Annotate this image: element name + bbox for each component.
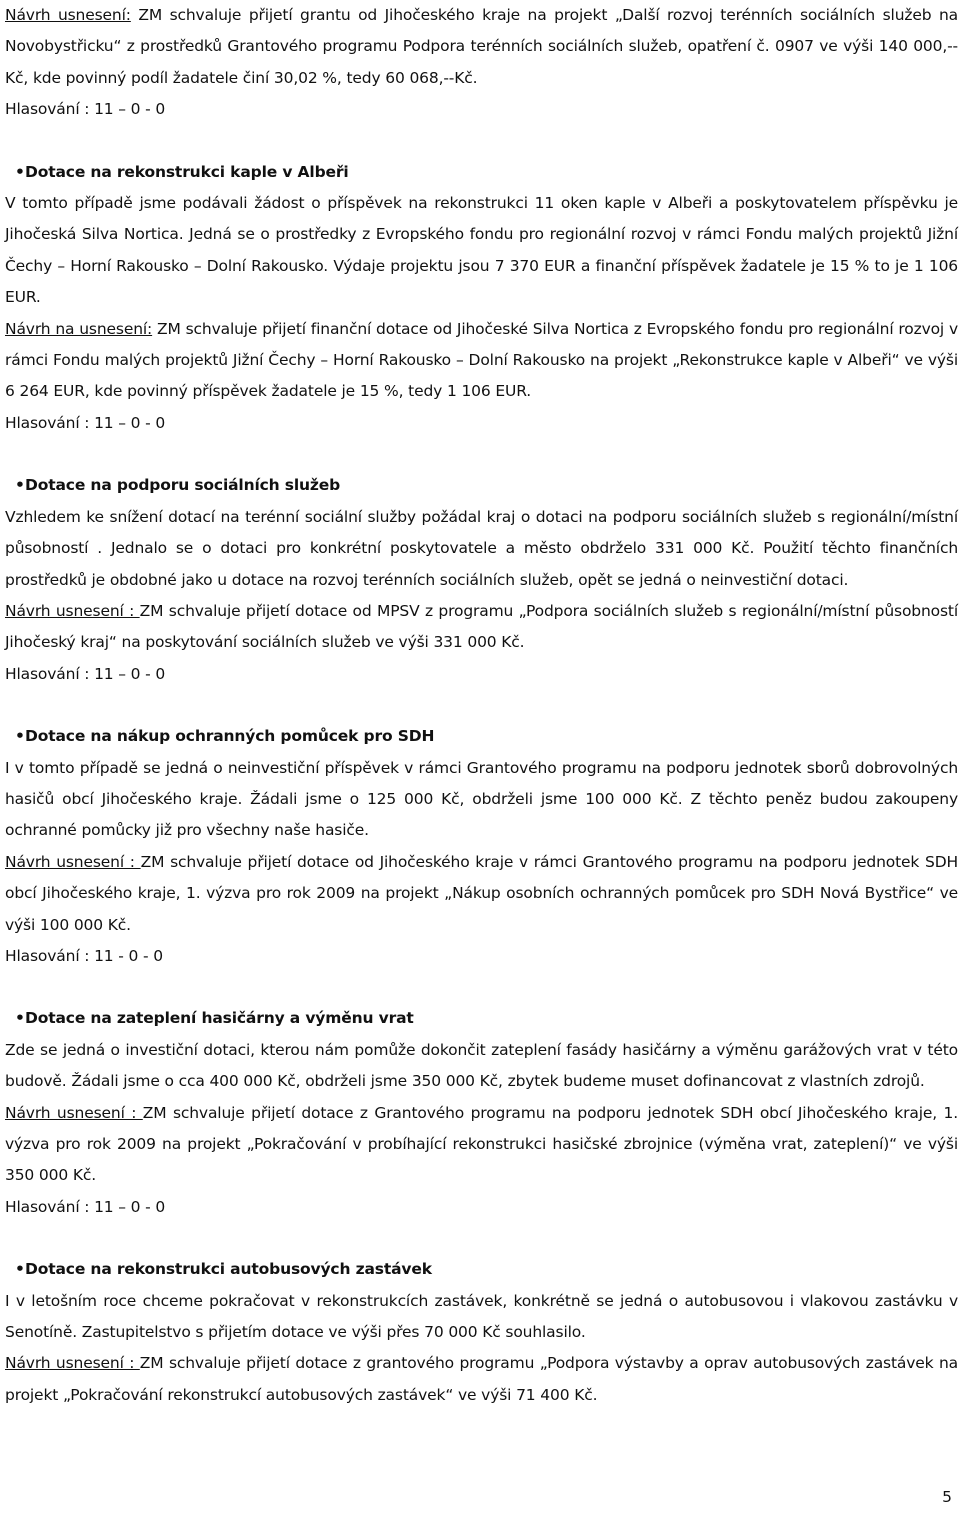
page-number: 5 [942, 1488, 952, 1506]
section-chapel-albera [5, 157, 958, 440]
vote-result: Hlasování : 11 – 0 - 0 [5, 1197, 166, 1216]
proposal-text: ZM schvaluje přijetí dotace z grantového programu „Podpora výstavby a oprav autobusových zastávek na projekt „Pokračování rekonstrukcí autobusových zastávek“ ve výši 71 400 Kč. [5, 1354, 958, 1404]
resolution-proposal [5, 314, 958, 408]
resolution-proposal [5, 1098, 958, 1192]
intro-block [5, 0, 958, 126]
proposal-label: Návrh na usnesení: [5, 319, 153, 338]
proposal-text: ZM schvaluje přijetí grantu od Jihočeského kraje na projekt „Další rozvoj terénních sociálních služeb na Novobystřicku“ z prostředků Grantového programu Podpora terénních sociálních služeb, opatření č. 0907 ve výši 140 000,--Kč, kde povinný podíl žadatele činí 30,02 %, tedy 60 068,--Kč. [5, 6, 958, 87]
section-fire-station-insulation [5, 1003, 958, 1223]
vote-result: Hlasování : 11 – 0 - 0 [5, 413, 166, 432]
section-heading: • Dotace na nákup ochranných pomůcek pro SDH [5, 721, 958, 752]
section-body: I v letošním roce chceme pokračovat v rekonstrukcích zastávek, konkrétně se jedná o autobusovou i vlakovou zastávku v Senotíně. Zastupitelstvo s přijetím dotace ve výši přes 70 000 Kč souhlasilo. [5, 1291, 958, 1342]
resolution-proposal [5, 847, 958, 941]
proposal-label: Návrh usnesení: [5, 6, 131, 24]
section-sdh-equipment [5, 721, 958, 972]
section-heading: • Dotace na podporu sociálních služeb [5, 470, 958, 501]
proposal-label: Návrh usnesení : [5, 601, 140, 620]
resolution-proposal [5, 596, 958, 659]
proposal-label: Návrh usnesení : [5, 1354, 140, 1373]
section-heading: • Dotace na zateplení hasičárny a výměnu vrat [5, 1003, 958, 1034]
section-body: Vzhledem ke snížení dotací na terénní sociální služby požádal kraj o dotaci na podporu sociálních služeb s regionální/místní působností . Jednalo se o dotaci pro konkrétní poskytovatele a město obdrželo 331 000 Kč. Použití těchto finančních prostředků je obdobné jako u dotace na rozvoj terénních sociálních služeb, opět se jedná o neinvestiční dotaci. [5, 507, 958, 589]
vote-result: Hlasování : 11 - 0 - 0 [5, 946, 163, 965]
section-body: Zde se jedná o investiční dotaci, kterou nám pomůže dokončit zateplení fasády hasičárny a výměnu garážových vrat v této budově. Žádali jsme o cca 400 000 Kč, obdrželi jsme 350 000 Kč, zbytek budeme muset dofinancovat z vlastních zdrojů. [5, 1040, 958, 1091]
proposal-label: Návrh usnesení : [5, 1103, 143, 1122]
section-heading: • Dotace na rekonstrukci autobusových zastávek [5, 1254, 958, 1285]
vote-result: Hlasování : 11 – 0 - 0 [5, 664, 166, 683]
resolution-proposal [5, 0, 958, 94]
resolution-proposal [5, 1348, 958, 1411]
section-body: V tomto případě jsme podávali žádost o příspěvek na rekonstrukci 11 oken kaple v Albeři a poskytovatelem příspěvku je Jihočeská Silva Nortica. Jedná se o prostředky z Evropského fondu pro regionální rozvoj v rámci Fondu malých projektů Jižní Čechy – Horní Rakousko – Dolní Rakousko. Výdaje projektu jsou 7 370 EUR a finanční příspěvek žadatele je 15 % to je 1 106 EUR. [5, 194, 958, 307]
proposal-text: ZM schvaluje přijetí dotace z Grantového programu na podporu jednotek SDH obcí Jihočeského kraje, 1. výzva pro rok 2009 na projekt „Pokračování v probíhající rekonstrukci hasičské zbrojnice (výměna vrat, zateplení)“ ve výši 350 000 Kč. [5, 1103, 958, 1185]
section-body: I v tomto případě se jedná o neinvestiční příspěvek v rámci Grantového programu na podporu jednotek sborů dobrovolných hasičů obcí Jihočeského kraje. Žádali jsme o 125 000 Kč, obdrželi jsme 100 000 Kč. Z těchto peněz budou zakoupeny ochranné pomůcky již pro všechny naše hasiče. [5, 758, 958, 840]
vote-result: Hlasování : 11 – 0 - 0 [5, 100, 166, 119]
proposal-text: ZM schvaluje přijetí dotace od MPSV z programu „Podpora sociálních služeb s regionální/místní působností Jihočeský kraj“ na poskytování sociálních služeb ve výši 331 000 Kč. [5, 601, 958, 652]
section-social-services [5, 470, 958, 690]
document-page [5, 0, 958, 1411]
section-heading: • Dotace na rekonstrukci kaple v Albeři [5, 157, 958, 188]
proposal-text: ZM schvaluje přijetí finanční dotace od Jihočeské Silva Nortica z Evropského fondu pro regionální rozvoj v rámci Fondu malých projektů Jižní Čechy – Horní Rakousko – Dolní Rakousko na projekt „Rekonstrukce kaple v Albeři“ ve výši 6 264 EUR, kde povinný příspěvek žadatele je 15 %, tedy 1 106 EUR. [5, 319, 958, 401]
proposal-text: ZM schvaluje přijetí dotace od Jihočeského kraje v rámci Grantového programu na podporu jednotek SDH obcí Jihočeského kraje, 1. výzva pro rok 2009 na projekt „Nákup osobních ochranných pomůcek pro SDH Nová Bystřice“ ve výši 100 000 Kč. [5, 852, 958, 934]
proposal-label: Návrh usnesení : [5, 852, 141, 871]
section-bus-stops [5, 1254, 958, 1411]
